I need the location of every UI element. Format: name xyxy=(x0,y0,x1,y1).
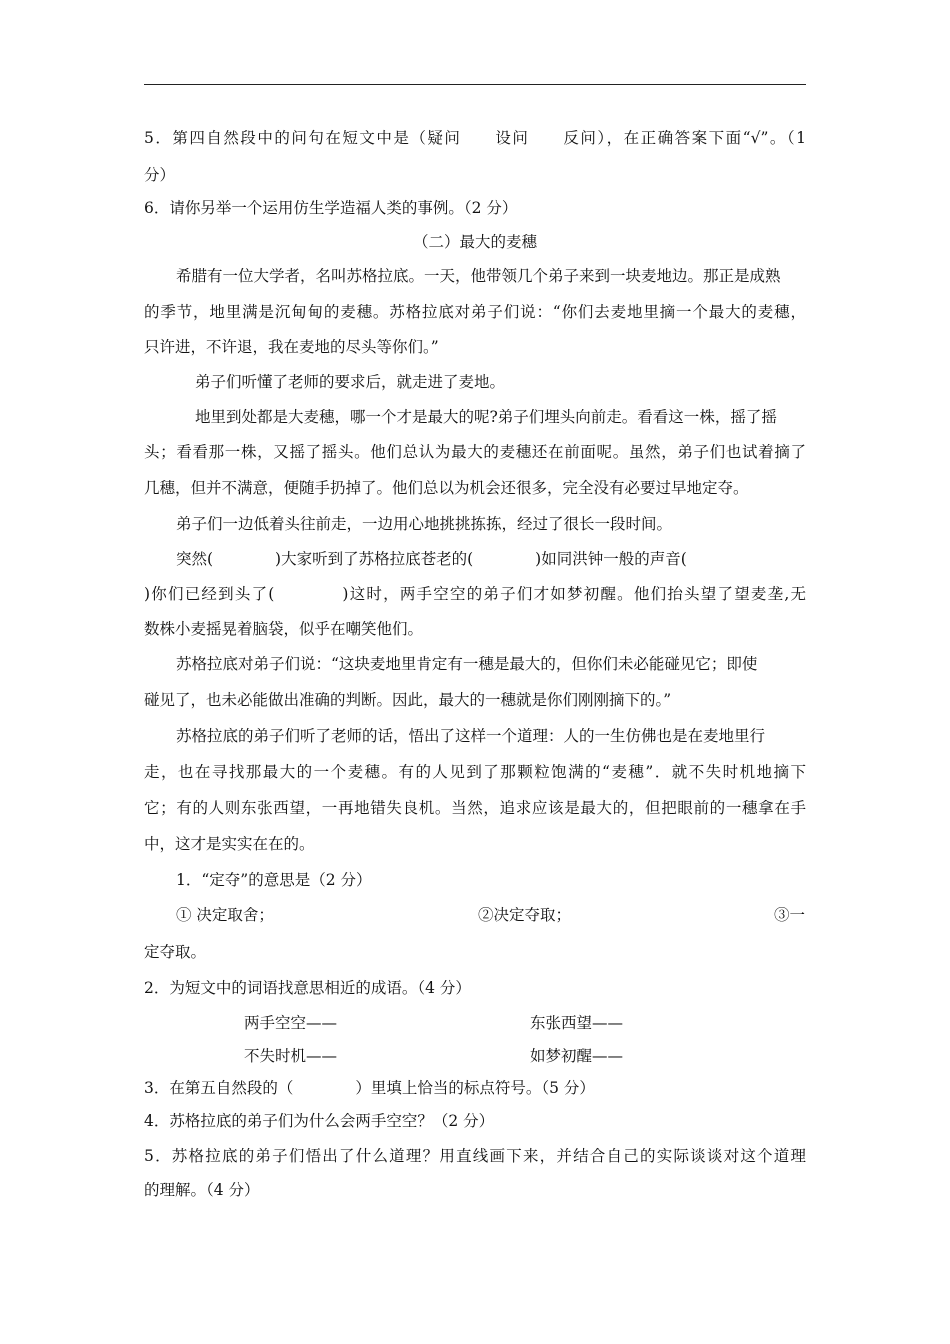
idiom-prompt-3: 不失时机—— xyxy=(244,1047,338,1065)
paragraph-6-line-2: 碰见了，也未必能做出准确的判断。因此，最大的一穗就是你们刚刚摘下的。” xyxy=(144,691,672,709)
paragraph-3-line-1: 地里到处都是大麦穗，哪一个才是最大的呢?弟子们埋头向前走。看看这一株，摇了摇 xyxy=(195,408,777,426)
exercise-1-option-3-part-1: ③一 xyxy=(774,906,806,924)
exercise-1-option-1: ① 决定取舍； xyxy=(176,906,274,924)
question-5-line-2: 分） xyxy=(144,166,176,184)
idiom-prompt-2: 东张西望—— xyxy=(530,1014,624,1032)
paragraph-3-line-2: 头；看看那一株，又摇了摇头。他们总认为最大的麦穗还在前面呢。虽然，弟子们也试着摘了 xyxy=(144,443,806,461)
exercise-5-line-2: 的理解。（4 分） xyxy=(144,1181,260,1199)
paragraph-1-line-3: 只许进，不许退，我在麦地的尽头等你们。” xyxy=(144,338,439,356)
idiom-prompt-4: 如梦初醒—— xyxy=(530,1047,624,1065)
paragraph-7-line-4: 中，这才是实实在在的。 xyxy=(144,835,315,853)
paragraph-6-line-1: 苏格拉底对弟子们说：“这块麦地里肯定有一穗是最大的，但你们未必能碰见它；即使 xyxy=(176,655,758,673)
exercise-2: 2．为短文中的词语找意思相近的成语。（4 分） xyxy=(144,979,471,997)
paragraph-5-line-2: )你们已经到头了( )这时，两手空空的弟子们才如梦初醒。他们抬头望了望麦垄,无 xyxy=(144,585,806,603)
paragraph-7-line-3: 它；有的人则东张西望，一再地错失良机。当然，追求应该是最大的，但把眼前的一穗拿在手 xyxy=(144,799,806,817)
paragraph-7-line-2: 走，也在寻找那最大的一个麦穗。有的人见到了那颗粒饱满的“麦穗”．就不失时机地摘下 xyxy=(144,763,806,781)
exercise-1-option-3-part-2: 定夺取。 xyxy=(144,943,207,961)
paragraph-2: 弟子们听懂了老师的要求后，就走进了麦地。 xyxy=(195,373,506,391)
paragraph-1-line-2: 的季节，地里满是沉甸甸的麦穗。苏格拉底对弟子们说：“你们去麦地里摘一个最大的麦穗， xyxy=(144,303,806,321)
exercise-3: 3．在第五自然段的（ ）里填上恰当的标点符号。（5 分） xyxy=(144,1079,595,1097)
exercise-4: 4．苏格拉底的弟子们为什么会两手空空？（2 分） xyxy=(144,1112,495,1130)
idiom-prompt-1: 两手空空—— xyxy=(244,1014,338,1032)
header-rule xyxy=(144,84,806,85)
question-6: 6．请你另举一个运用仿生学造福人类的事例。（2 分） xyxy=(144,199,518,217)
paragraph-4: 弟子们一边低着头往前走，一边用心地挑挑拣拣，经过了很长一段时间。 xyxy=(176,515,673,533)
exercise-1: 1．“定夺”的意思是（2 分） xyxy=(176,871,372,889)
paragraph-5-line-1: 突然( )大家听到了苏格拉底苍老的( )如同洪钟一般的声音( xyxy=(176,550,687,568)
paragraph-5-line-3: 数株小麦摇晃着脑袋，似乎在嘲笑他们。 xyxy=(144,620,424,638)
paragraph-1-line-1: 希腊有一位大学者，名叫苏格拉底。一天，他带领几个弟子来到一块麦地边。那正是成熟 xyxy=(176,267,781,285)
paragraph-3-line-3: 几穗，但并不满意，便随手扔掉了。他们总以为机会还很多，完全没有必要过早地定夺。 xyxy=(144,479,749,497)
exercise-5-line-1: 5．苏格拉底的弟子们悟出了什么道理？用直线画下来，并结合自己的实际谈谈对这个道理 xyxy=(144,1147,806,1165)
exercise-1-option-2: ②决定夺取； xyxy=(478,906,572,924)
passage-title: （二）最大的麦穗 xyxy=(412,233,537,251)
question-5-line-1: 5．第四自然段中的问句在短文中是（疑问 设问 反问），在正确答案下面“√”。（1 xyxy=(144,129,806,147)
paragraph-7-line-1: 苏格拉底的弟子们听了老师的话，悟出了这样一个道理：人的一生仿佛也是在麦地里行 xyxy=(176,727,766,745)
